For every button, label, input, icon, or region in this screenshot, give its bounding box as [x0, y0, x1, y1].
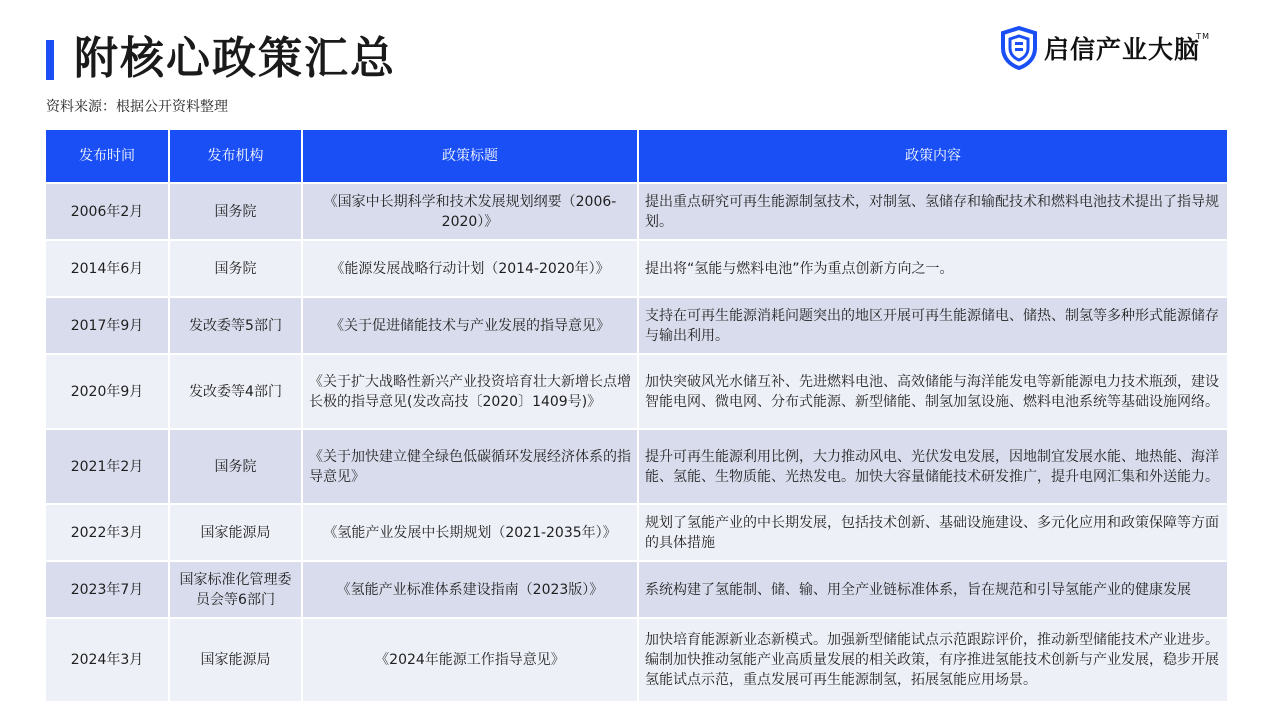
trademark-mark: TM	[1196, 32, 1211, 41]
table-row	[45, 618, 1228, 702]
cell-time: 2021年2月	[45, 429, 169, 504]
cell-title: 《2024年能源工作指导意见》	[302, 618, 638, 702]
cell-time: 2017年9月	[45, 297, 169, 354]
cell-title: 《国家中长期科学和技术发展规划纲要（2006-2020）》	[302, 183, 638, 240]
cell-content: 提出重点研究可再生能源制氢技术，对制氢、氢储存和输配技术和燃料电池技术提出了指导规划。	[638, 183, 1228, 240]
table-header-row	[45, 129, 1228, 183]
table-row	[45, 504, 1228, 561]
cell-title: 《关于促进储能技术与产业发展的指导意见》	[302, 297, 638, 354]
cell-time: 2006年2月	[45, 183, 169, 240]
cell-org: 国家能源局	[169, 618, 302, 702]
brand-name-text: 启信产业大脑	[1044, 35, 1201, 64]
cell-title: 《能源发展战略行动计划（2014-2020年）》	[302, 240, 638, 297]
cell-time: 2023年7月	[45, 561, 169, 618]
shield-logo-icon	[1000, 26, 1038, 70]
table-row	[45, 183, 1228, 240]
cell-content: 提出将“氢能与燃料电池”作为重点创新方向之一。	[638, 240, 1228, 297]
cell-title: 《氢能产业标准体系建设指南（2023版）》	[302, 561, 638, 618]
cell-content: 加快培育能源新业态新模式。加强新型储能试点示范跟踪评价，推动新型储能技术产业进步。编制加快推动氢能产业高质量发展的相关政策，有序推进氢能技术创新与产业发展，稳步开展氢能试点示范，重点发展可再生能源制氢，拓展氢能应用场景。	[638, 618, 1228, 702]
table-row	[45, 240, 1228, 297]
cell-org: 国家能源局	[169, 504, 302, 561]
table-row	[45, 354, 1228, 429]
cell-title: 《氢能产业发展中长期规划（2021-2035年）》	[302, 504, 638, 561]
cell-time: 2020年9月	[45, 354, 169, 429]
cell-title: 《关于扩大战略性新兴产业投资培育壮大新增长点增长极的指导意见(发改高技〔2020〕1409号)》	[302, 354, 638, 429]
page-title: 附核心政策汇总	[74, 33, 396, 84]
source-note: 资料来源：根据公开资料整理	[46, 99, 228, 115]
brand-logo	[1000, 24, 1211, 72]
title-accent-bar	[46, 40, 54, 80]
cell-title: 《关于加快建立健全绿色低碳循环发展经济体系的指导意见》	[302, 429, 638, 504]
cell-org: 发改委等5部门	[169, 297, 302, 354]
cell-content: 系统构建了氢能制、储、输、用全产业链标准体系，旨在规范和引导氢能产业的健康发展	[638, 561, 1228, 618]
cell-time: 2024年3月	[45, 618, 169, 702]
cell-time: 2022年3月	[45, 504, 169, 561]
header-content: 政策内容	[638, 129, 1228, 183]
table-row	[45, 297, 1228, 354]
cell-content: 加快突破风光水储互补、先进燃料电池、高效储能与海洋能发电等新能源电力技术瓶颈，建设智能电网、微电网、分布式能源、新型储能、制氢加氢设施、燃料电池系统等基础设施网络。	[638, 354, 1228, 429]
cell-content: 支持在可再生能源消耗问题突出的地区开展可再生能源储电、储热、制氢等多种形式能源储存与输出利用。	[638, 297, 1228, 354]
cell-content: 提升可再生能源利用比例，大力推动风电、光伏发电发展，因地制宜发展水能、地热能、海洋能、氢能、生物质能、光热发电。加快大容量储能技术研发推广，提升电网汇集和外送能力。	[638, 429, 1228, 504]
cell-org: 国家标准化管理委员会等6部门	[169, 561, 302, 618]
cell-content: 规划了氢能产业的中长期发展，包括技术创新、基础设施建设、多元化应用和政策保障等方面的具体措施	[638, 504, 1228, 561]
table-row	[45, 429, 1228, 504]
header-time: 发布时间	[45, 129, 169, 183]
cell-org: 国务院	[169, 183, 302, 240]
cell-time: 2014年6月	[45, 240, 169, 297]
policy-table	[44, 128, 1229, 703]
cell-org: 发改委等4部门	[169, 354, 302, 429]
header-title: 政策标题	[302, 129, 638, 183]
header-org: 发布机构	[169, 129, 302, 183]
cell-org: 国务院	[169, 429, 302, 504]
brand-name	[1044, 30, 1211, 66]
table-row	[45, 561, 1228, 618]
cell-org: 国务院	[169, 240, 302, 297]
